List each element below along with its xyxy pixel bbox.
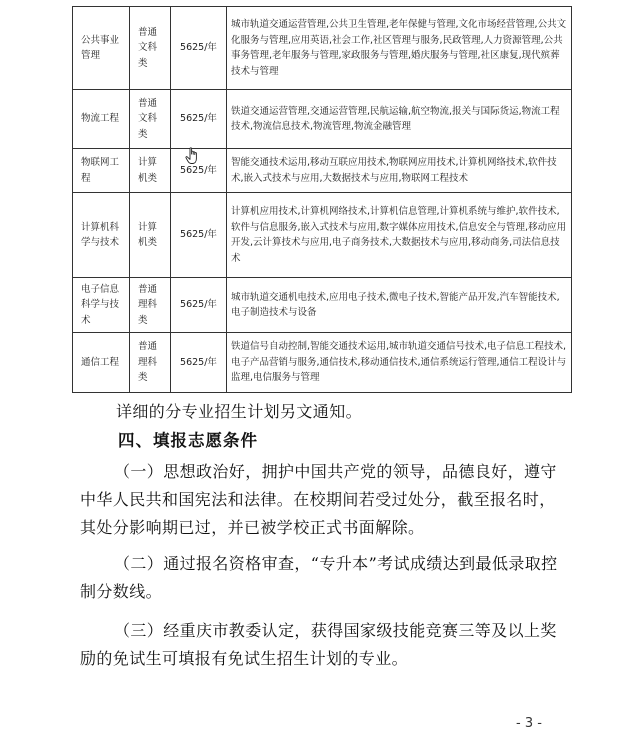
table-row (73, 333, 572, 393)
major-name-cell: 通信工程 (73, 333, 130, 393)
hand-cursor-icon (185, 147, 201, 165)
category-cell: 计算机类 (130, 149, 171, 193)
category-cell: 普通理科类 (130, 333, 171, 393)
table-row (73, 7, 572, 90)
note-text: 详细的分专业招生计划另文通知。 (116, 402, 363, 421)
specialties-cell: 铁道信号自动控制,智能交通技术运用,城市轨道交通信号技术,电子信息工程技术,电子产品营销与服务,通信技术,移动通信技术,通信系统运行管理,通信工程设计与监理,电信服务与管理 (227, 333, 572, 393)
tuition-cell: 5625/年 (171, 90, 227, 149)
paragraph-2: （二）通过报名资格审查，“专升本”考试成绩达到最低录取控制分数线。 (80, 554, 558, 601)
major-name-cell: 电子信息科学与技术 (73, 278, 130, 333)
major-name-cell: 物联网工程 (73, 149, 130, 193)
specialties-cell: 智能交通技术运用,移动互联应用技术,物联网应用技术,计算机网络技术,软件技术,嵌入式技术与应用,大数据技术与应用,物联网工程技术 (227, 149, 572, 193)
page-number: - 3 - (516, 716, 542, 731)
major-name-cell: 公共事业管理 (73, 7, 130, 90)
specialties-cell: 计算机应用技术,计算机网络技术,计算机信息管理,计算机系统与维护,软件技术,软件与信息服务,嵌入式技术与应用,数字媒体应用技术,信息安全与管理,移动应用开发,云计算技术与应用,电子商务技术,大数据技术与应用,移动商务,司法信息技术 (227, 193, 572, 278)
major-name-cell: 计算机科学与技术 (73, 193, 130, 278)
tuition-cell: 5625/年 (171, 149, 227, 193)
tuition-cell: 5625/年 (171, 333, 227, 393)
paragraph-3: （三）经重庆市教委认定，获得国家级技能竞赛三等及以上奖励的免试生可填报有免试生招生计划的专业。 (80, 621, 557, 668)
section-heading: 四、填报志愿条件 (118, 431, 258, 450)
table-row (73, 149, 572, 193)
tuition-cell: 5625/年 (171, 7, 227, 90)
category-cell: 普通文科类 (130, 7, 171, 90)
paragraph-1: （一）思想政治好，拥护中国共产党的领导，品德良好，遵守中华人民共和国宪法和法律。在校期间若受过处分，截至报名时，其处分影响期已过，并已被学校正式书面解除。 (80, 462, 557, 537)
table-row (73, 278, 572, 333)
category-cell: 普通理科类 (130, 278, 171, 333)
enrollment-plan-table (72, 6, 572, 393)
specialties-cell: 城市轨道交通运营管理,公共卫生管理,老年保健与管理,文化市场经营管理,公共文化服务与管理,应用英语,社会工作,社区管理与服务,民政管理,人力资源管理,公共事务管理,老年服务与管理,家政服务与管理,婚庆服务与管理,社区康复,现代殡葬技术与管理 (227, 7, 572, 90)
tuition-cell: 5625/年 (171, 193, 227, 278)
tuition-cell: 5625/年 (171, 278, 227, 333)
table-row (73, 193, 572, 278)
category-cell: 计算机类 (130, 193, 171, 278)
category-cell: 普通文科类 (130, 90, 171, 149)
specialties-cell: 城市轨道交通机电技术,应用电子技术,微电子技术,智能产品开发,汽车智能技术,电子制造技术与设备 (227, 278, 572, 333)
major-name-cell: 物流工程 (73, 90, 130, 149)
table-row (73, 90, 572, 149)
specialties-cell: 铁道交通运营管理,交通运营管理,民航运输,航空物流,报关与国际货运,物流工程技术,物流信息技术,物流管理,物流金融管理 (227, 90, 572, 149)
